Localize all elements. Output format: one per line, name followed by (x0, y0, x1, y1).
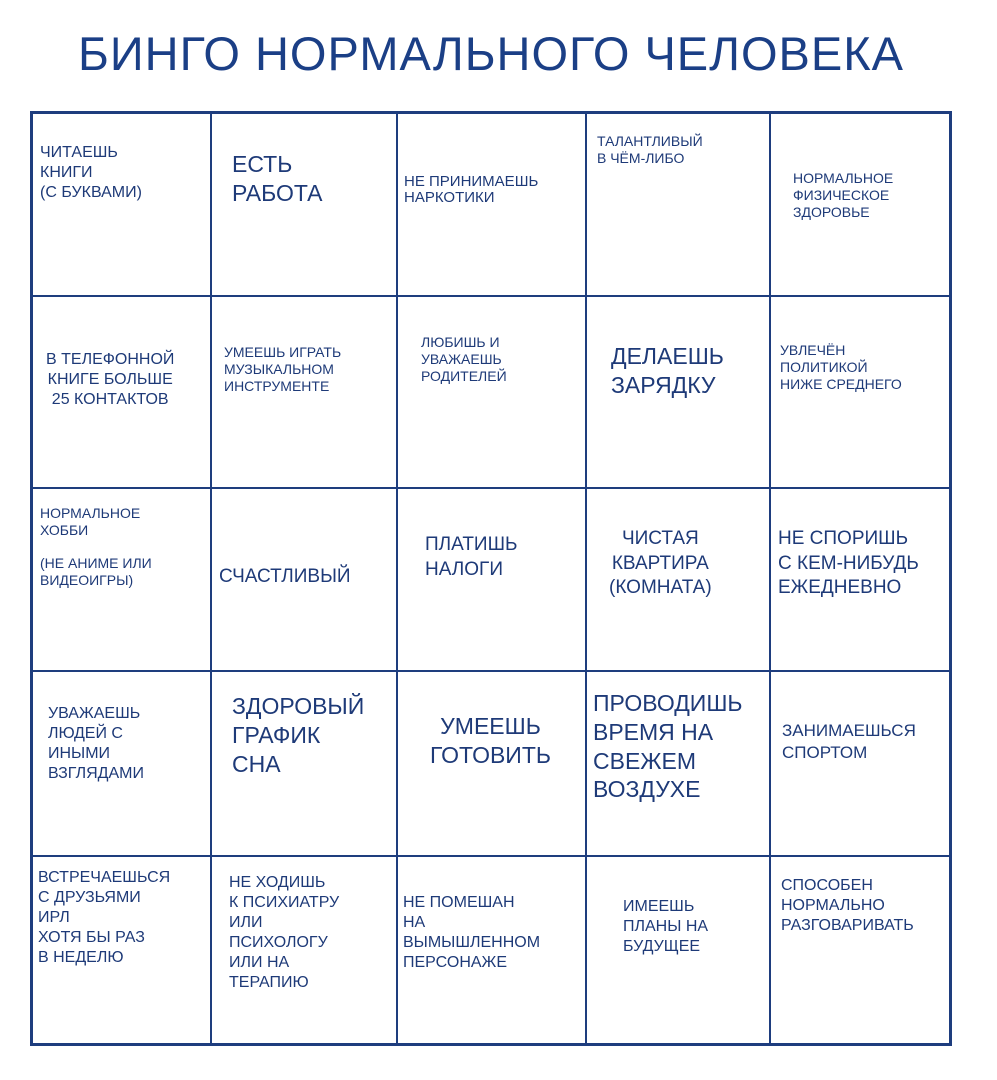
bingo-cell-r5c3[interactable]: НЕ ПОМЕШАН НА ВЫМЫШЛЕННОМ ПЕРСОНАЖЕ (403, 894, 541, 971)
bingo-cell-r1c2[interactable]: ЕСТЬ РАБОТА (232, 151, 323, 206)
bingo-cell-r2c4[interactable]: ДЕЛАЕШЬ ЗАРЯДКУ (611, 343, 724, 398)
grid-line (30, 487, 952, 489)
page-title: БИНГО НОРМАЛЬНОГО ЧЕЛОВЕКА (78, 27, 904, 80)
bingo-cell-r2c5[interactable]: УВЛЕЧЁН ПОЛИТИКОЙ НИЖЕ СРЕДНЕГО (780, 342, 902, 392)
bingo-cell-r4c2[interactable]: ЗДОРОВЫЙ ГРАФИК СНА (232, 693, 365, 777)
bingo-cell-r5c2[interactable]: НЕ ХОДИШЬ К ПСИХИАТРУ ИЛИ ПСИХОЛОГУ ИЛИ НА ТЕРАПИЮ (229, 874, 340, 991)
bingo-cell-r4c5[interactable]: ЗАНИМАЕШЬСЯ СПОРТОМ (782, 721, 916, 763)
bingo-cell-r4c3[interactable]: УМЕЕШЬ ГОТОВИТЬ (430, 713, 551, 768)
grid-line (30, 295, 952, 297)
grid-line (396, 111, 398, 1046)
bingo-cell-r1c4[interactable]: ТАЛАНТЛИВЫЙ В ЧЁМ-ЛИБО (597, 133, 703, 166)
grid-line (769, 111, 771, 1046)
bingo-cell-r3c1[interactable]: НОРМАЛЬНОЕ ХОББИ (НЕ АНИМЕ ИЛИ ВИДЕОИГРЫ) (40, 505, 152, 589)
bingo-cell-r3c4[interactable]: ЧИСТАЯ КВАРТИРА (КОМНАТА) (609, 528, 712, 599)
bingo-cell-r5c5[interactable]: СПОСОБЕН НОРМАЛЬНО РАЗГОВАРИВАТЬ (781, 877, 914, 934)
bingo-cell-r1c3: НЕ ПРИНИМАЕШЬ НАРКОТИКИ (404, 173, 539, 206)
grid-line (210, 111, 212, 1046)
bingo-cell-r2c2[interactable]: УМЕЕШЬ ИГРАТЬ МУЗЫКАЛЬНОМ ИНСТРУМЕНТЕ (224, 344, 342, 394)
bingo-cell-r2c1[interactable]: В ТЕЛЕФОННОЙ КНИГЕ БОЛЬШЕ 25 КОНТАКТОВ (46, 351, 175, 408)
grid-line (30, 855, 952, 857)
bingo-cell-r1c1[interactable]: ЧИТАЕШЬ КНИГИ (С БУКВАМИ) (40, 144, 142, 201)
bingo-cell-r3c3[interactable]: ПЛАТИШЬ НАЛОГИ (425, 534, 518, 580)
bingo-cell-r5c4[interactable]: ИМЕЕШЬ ПЛАНЫ НА БУДУЩЕЕ (623, 898, 709, 955)
bingo-cell-r5c1[interactable]: ВСТРЕЧАЕШЬСЯ С ДРУЗЬЯМИ ИРЛ ХОТЯ БЫ РАЗ В НЕДЕЛЮ (38, 869, 171, 966)
bingo-cell-r1c3-a[interactable] (404, 174, 538, 206)
grid-line (585, 111, 587, 1046)
bingo-cell-r3c2[interactable]: СЧАСТЛИВЫЙ (219, 566, 351, 587)
bingo-cell-r4c4[interactable]: ПРОВОДИШЬ ВРЕМЯ НА СВЕЖЕМ ВОЗДУХЕ (593, 690, 743, 803)
bingo-cell-r2c3[interactable]: ЛЮБИШЬ И УВАЖАЕШЬ РОДИТЕЛЕЙ (421, 334, 507, 384)
grid-line (30, 670, 952, 672)
bingo-cell-r1c5[interactable]: НОРМАЛЬНОЕ ФИЗИЧЕСКОЕ ЗДОРОВЬЕ (793, 170, 894, 220)
bingo-cell-r4c1[interactable]: УВАЖАЕШЬ ЛЮДЕЙ С ИНЫМИ ВЗГЛЯДАМИ (48, 705, 144, 782)
bingo-cell-r3c5[interactable]: НЕ СПОРИШЬ С КЕМ-НИБУДЬ ЕЖЕДНЕВНО (778, 528, 919, 599)
